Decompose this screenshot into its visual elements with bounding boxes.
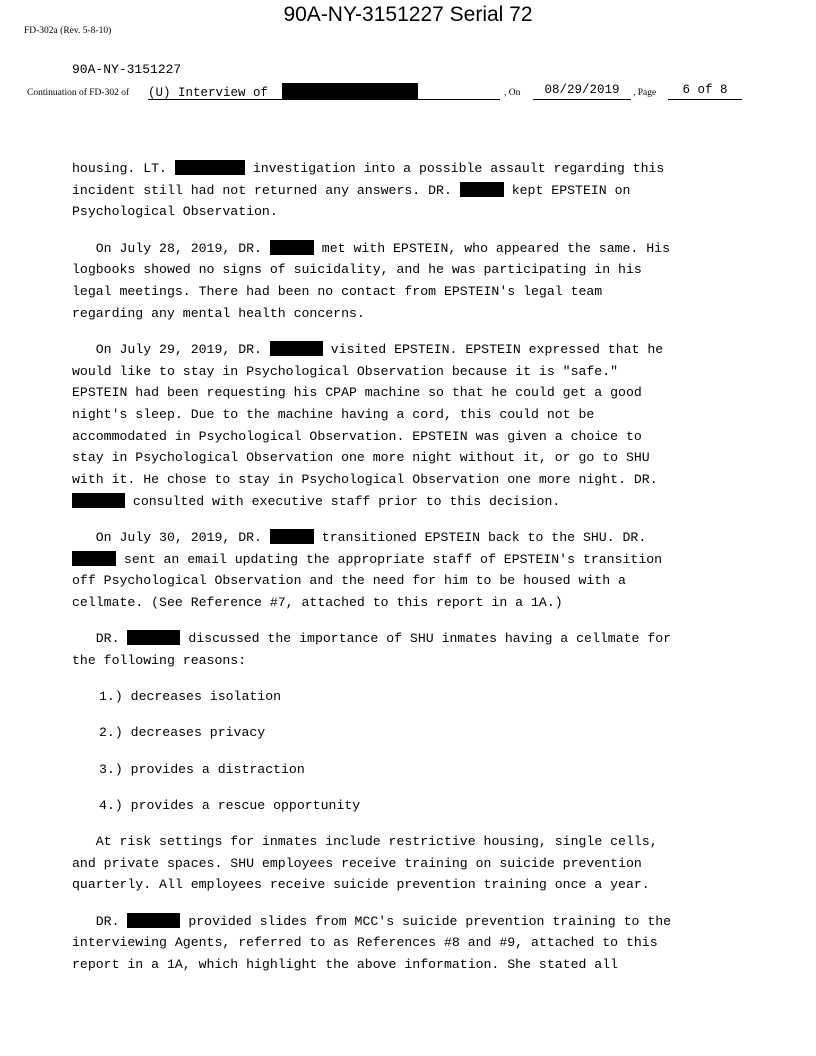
list-item: 1.) decreases isolation: [99, 689, 282, 705]
page-label: , Page: [633, 88, 657, 98]
paragraph-4: On July 30, 2019, DR. transitioned EPSTEIN back to the SHU. DR. sent an email updating the appropriate staff of EPSTEIN's transition off Psychological Observation and the need for him to be housed with a cellmate. (See Reference #7, attached to this report in a 1A.): [72, 530, 663, 611]
paragraph-7: DR. provided slides from MCC's suicide prevention training to the interviewing Agents, referred to as References #8 and #9, attached to this report in a 1A, which highlight the above information. She stated all: [72, 913, 672, 973]
list-item: 2.) decreases privacy: [99, 725, 266, 741]
redaction-block: [282, 83, 418, 99]
redaction-block: [270, 529, 314, 544]
list-item: 4.) provides a rescue opportunity: [99, 797, 361, 813]
redaction-block: [72, 493, 125, 508]
subject-prefix: (U) Interview of: [148, 86, 269, 100]
case-number: 90A-NY-3151227: [72, 62, 182, 77]
paragraph-3: On July 29, 2019, DR. visited EPSTEIN. EPSTEIN expressed that he would like to stay in Psychological Observation because it is "safe." EPSTEIN had been requesting his CPAP machine so that he could get a good night's sleep. Due to the machine having a cord, this could not be accommodated in Psychological Observation. EPSTEIN was given a choice to stay in Psychological Observation one more night without it, or go to SHU with it. He chose to stay in Psychological Observation one more night. DR. consulted with executive staff prior to this decision.: [72, 341, 664, 509]
on-label: , On: [504, 88, 521, 98]
redaction-block: [270, 341, 323, 356]
subject-field: [148, 83, 500, 100]
paragraph-6: At risk settings for inmates include restrictive housing, single cells, and private spaces. SHU employees receive training on suicide prevention quarterly. All employees receive suicide prevention training once a year.: [72, 834, 658, 893]
redaction-block: [175, 160, 245, 175]
continuation-row: [0, 83, 816, 103]
redaction-block: [460, 182, 504, 197]
redaction-block: [270, 240, 314, 255]
document-body: [72, 158, 752, 990]
date-field: 08/29/2019: [533, 83, 631, 100]
serial-header: 90A-NY-3151227 Serial 72: [283, 3, 533, 26]
paragraph-2: On July 28, 2019, DR. met with EPSTEIN, who appeared the same. His logbooks showed no signs of suicidality, and he was participating in his legal meetings. There had been no contact from EPSTEIN's legal team regarding any mental health concerns.: [72, 240, 671, 321]
continuation-label: Continuation of FD-302 of: [27, 88, 130, 98]
redaction-block: [127, 630, 180, 645]
form-id: FD-302a (Rev. 5-8-10): [24, 26, 112, 36]
paragraph-5: DR. discussed the importance of SHU inmates having a cellmate for the following reasons:: [72, 631, 672, 669]
list-item: 3.) provides a distraction: [99, 761, 305, 777]
redaction-block: [72, 551, 116, 566]
paragraph-1: housing. LT. investigation into a possible assault regarding this incident still had not returned any answers. DR. kept EPSTEIN on Psychological Observation.: [72, 161, 665, 220]
page-field: 6 of 8: [668, 83, 742, 100]
redaction-block: [127, 913, 180, 928]
